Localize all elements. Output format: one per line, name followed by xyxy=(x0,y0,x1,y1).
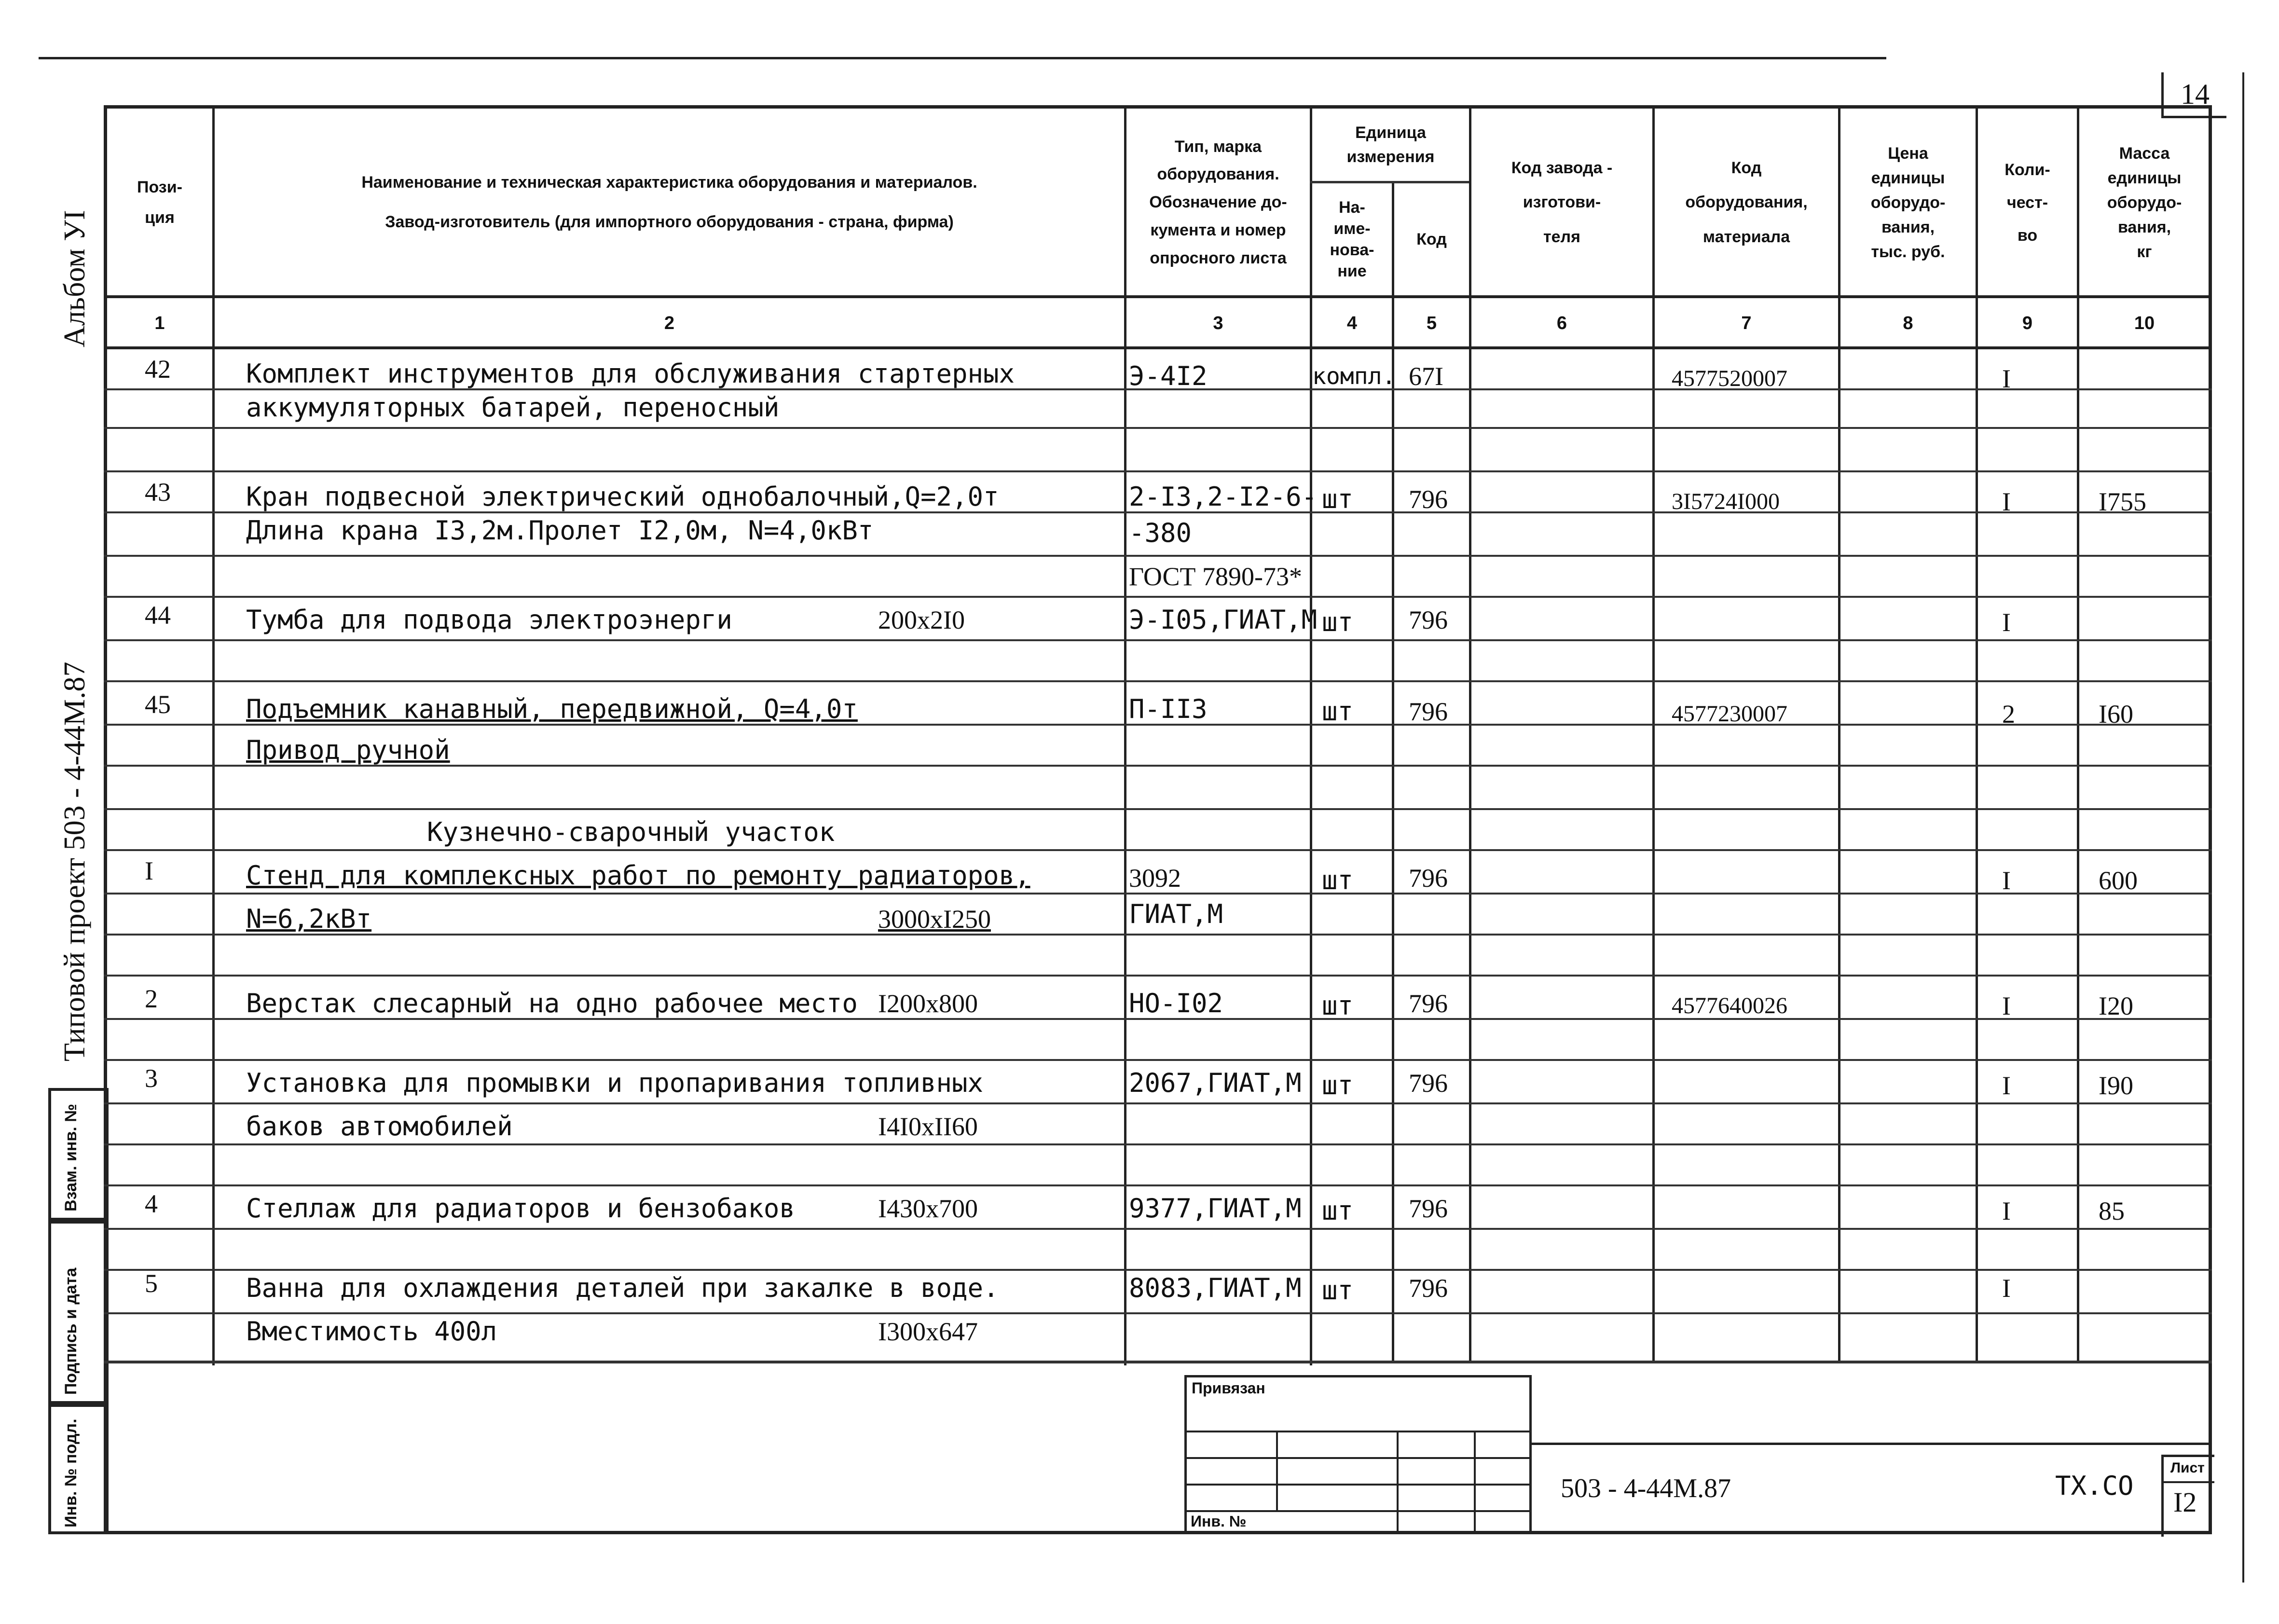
row-3-quantity: I xyxy=(2002,1071,2011,1100)
row-42-quantity: I xyxy=(2002,364,2011,393)
row-5-name-cont: Вместимость 400л xyxy=(246,1316,497,1347)
row-44-position: 44 xyxy=(145,601,171,630)
col-number: 5 xyxy=(1426,313,1437,333)
row-4-unit: шт xyxy=(1322,1196,1354,1226)
col-number: 10 xyxy=(2134,313,2155,333)
row-2-unit-code: 796 xyxy=(1409,989,1448,1018)
row-1-type-cont: ГИАТ,М xyxy=(1129,899,1223,929)
row-43-quantity: I xyxy=(2002,487,2011,516)
row-2-type: НО-I02 xyxy=(1129,988,1223,1018)
row-2-dimensions: I200х800 xyxy=(878,989,978,1018)
row-43-mass: I755 xyxy=(2099,487,2146,516)
header-unit-name: На- име- нова- ние xyxy=(1330,198,1374,281)
header-unit-code: Код xyxy=(1416,230,1447,248)
row-1-mass: 600 xyxy=(2099,866,2138,895)
col-number: 3 xyxy=(1213,313,1223,333)
row-2-position: 2 xyxy=(145,984,158,1013)
row-rule xyxy=(104,975,2212,977)
header-equipment-code: Код оборудования, материала xyxy=(1685,158,1808,246)
row-43-type: 2-I3,2-I2-6- xyxy=(1129,482,1318,512)
row-42-equipment-code: 4577520007 xyxy=(1672,366,1787,391)
row-43-equipment-code: 3I5724I000 xyxy=(1672,489,1780,514)
header-unit-group: Единица измерения xyxy=(1346,124,1435,166)
bound-label: Привязан xyxy=(1192,1379,1265,1397)
row-4-dimensions: I430х700 xyxy=(878,1194,978,1223)
row-rule xyxy=(104,555,2212,557)
document-mark: ТХ.СО xyxy=(2055,1471,2134,1501)
row-43-position: 43 xyxy=(145,478,171,507)
row-45-type: П-II3 xyxy=(1129,694,1208,724)
row-43-name-cont: Длина крана I3,2м.Пролет I2,0м, N=4,0кВт xyxy=(246,515,874,546)
row-42-type: Э-4I2 xyxy=(1129,361,1208,391)
row-5-type: 8083,ГИАТ,М xyxy=(1129,1273,1302,1303)
row-rule xyxy=(104,849,2212,851)
row-rule xyxy=(104,1143,2212,1145)
row-3-name-cont: баков автомобилей xyxy=(246,1111,513,1142)
header-name: Наименование и техническая характеристика оборудования и материалов. Завод-изготовитель (для импортного оборудования - страна, фирма) xyxy=(361,173,977,231)
row-rule xyxy=(104,934,2212,936)
stamp-original-inv: Инв. № подл. xyxy=(48,1404,109,1534)
col-number: 8 xyxy=(1903,313,1913,333)
row-rule xyxy=(104,680,2212,682)
col-number: 1 xyxy=(154,313,165,333)
row-44-name: Тумба для подвода электроэнерги xyxy=(246,605,732,635)
row-42-position: 42 xyxy=(145,355,171,384)
row-44-unit: шт xyxy=(1322,607,1354,637)
row-5-quantity: I xyxy=(2002,1274,2011,1303)
row-1-dimensions: 3000хI250 xyxy=(878,905,991,934)
inventory-label: Инв. № xyxy=(1191,1513,1247,1530)
col-number: 7 xyxy=(1741,313,1752,333)
header-position: Пози- ция xyxy=(137,178,182,227)
stamp-replacement-label: Взам. инв. № xyxy=(62,1103,80,1211)
row-42-unit-code: 67I xyxy=(1409,362,1443,391)
col-number: 4 xyxy=(1346,313,1358,333)
row-2-equipment-code: 4577640026 xyxy=(1672,993,1787,1018)
row-43-name: Кран подвесной электрический однобалочный,Q=2,0т xyxy=(246,482,999,512)
corner-sheet-number: 14 xyxy=(2161,72,2226,118)
row-1-position: I xyxy=(145,856,153,885)
row-4-type: 9377,ГИАТ,М xyxy=(1129,1193,1302,1224)
top-rule xyxy=(39,57,1886,59)
row-4-quantity: I xyxy=(2002,1197,2011,1225)
row-42-unit: компл. xyxy=(1312,363,1396,390)
row-45-mass: I60 xyxy=(2099,700,2133,729)
row-5-position: 5 xyxy=(145,1269,158,1298)
row-rule xyxy=(104,639,2212,641)
row-3-position: 3 xyxy=(145,1064,158,1093)
row-44-quantity: I xyxy=(2002,608,2011,637)
stamp-signature-label: Подпись и дата xyxy=(62,1267,80,1395)
row-3-name: Установка для промывки и пропаривания топливных xyxy=(246,1068,984,1098)
row-1-unit-code: 796 xyxy=(1409,864,1448,893)
row-5-unit: шт xyxy=(1322,1275,1354,1306)
row-45-unit-code: 796 xyxy=(1409,697,1448,726)
row-44-unit-code: 796 xyxy=(1409,606,1448,634)
row-4-unit-code: 796 xyxy=(1409,1194,1448,1223)
row-rule xyxy=(104,1269,2212,1271)
row-2-mass: I20 xyxy=(2099,991,2133,1020)
row-3-unit: шт xyxy=(1322,1070,1354,1101)
stamp-signature xyxy=(48,1221,109,1404)
row-45-quantity: 2 xyxy=(2002,700,2015,729)
row-rule xyxy=(104,1059,2212,1061)
header-mass: Масса единицы оборудо- вания, кг xyxy=(2107,144,2182,261)
right-edge-rule xyxy=(2242,72,2244,1583)
row-rule xyxy=(104,1184,2212,1186)
row-2-quantity: I xyxy=(2002,991,2011,1020)
row-43-unit: шт xyxy=(1322,484,1354,514)
row-rule xyxy=(104,596,2212,598)
row-4-mass: 85 xyxy=(2099,1197,2125,1225)
row-4-position: 4 xyxy=(145,1189,158,1218)
header-quantity: Коли- чест- во xyxy=(2004,161,2050,245)
row-45-equipment-code: 4577230007 xyxy=(1672,701,1787,727)
row-45-name: Подъемник канавный, передвижной, Q=4,0т xyxy=(246,694,858,724)
header-price: Цена единицы оборудо- вания, тыс. руб. xyxy=(1870,144,1946,261)
col-number: 6 xyxy=(1556,313,1567,333)
col-number: 2 xyxy=(664,313,675,333)
row-rule xyxy=(104,427,2212,429)
row-5-name: Ванна для охлаждения деталей при закалке в воде. xyxy=(246,1273,999,1303)
row-4-name: Стеллаж для радиаторов и бензобаков xyxy=(246,1193,795,1224)
row-rule xyxy=(104,1312,2212,1314)
row-44-type: Э-I05,ГИАТ,М xyxy=(1129,605,1318,635)
sheet-label: Лист xyxy=(2170,1460,2205,1476)
row-1-quantity: I xyxy=(2002,866,2011,895)
sheet-number: I2 xyxy=(2173,1486,2197,1518)
row-1-unit: шт xyxy=(1322,865,1354,895)
row-3-unit-code: 796 xyxy=(1409,1069,1448,1098)
row-43-standard: ГОСТ 7890-73* xyxy=(1129,562,1303,591)
stamp-replacement xyxy=(48,1088,109,1221)
row-45-unit: шт xyxy=(1322,696,1354,727)
row-2-name: Верстак слесарный на одно рабочее место xyxy=(246,988,858,1018)
row-45-name-cont: Привод ручной xyxy=(246,735,450,765)
row-44-dimensions: 200х2I0 xyxy=(878,606,965,634)
row-rule xyxy=(104,1102,2212,1104)
row-43-unit-code: 796 xyxy=(1409,485,1448,514)
header-type: Тип, марка оборудования. Обозначение до- кумента и номер опросного листа xyxy=(1149,137,1287,267)
row-rule xyxy=(104,1228,2212,1230)
title-rule xyxy=(1532,1443,2212,1445)
row-1-type: 3092 xyxy=(1129,864,1181,893)
row-45-position: 45 xyxy=(145,690,171,719)
row-43-type-cont: -380 xyxy=(1129,518,1192,548)
row-3-mass: I90 xyxy=(2099,1071,2133,1100)
col-number: 9 xyxy=(2022,313,2033,333)
row-42-name: Комплект инструментов для обслуживания стартерных xyxy=(246,358,1015,389)
document-code: 503 - 4-44М.87 xyxy=(1561,1473,1731,1503)
header-plant-code: Код завода - изготови- теля xyxy=(1511,158,1613,246)
row-5-dimensions: I300х647 xyxy=(878,1317,978,1346)
section-title: Кузнечно-сварочный участок xyxy=(427,817,835,847)
title-block-grid xyxy=(1184,1375,1532,1534)
project-label: Типовой проект 503 - 4-44М.87 xyxy=(58,661,91,1061)
table-bottom-rule xyxy=(104,1361,2212,1363)
row-3-dimensions: I4I0хII60 xyxy=(878,1112,978,1141)
row-1-name: Стенд для комплексных работ по ремонту радиаторов, xyxy=(246,860,1030,891)
album-label: Альбом УI xyxy=(58,210,91,347)
row-rule xyxy=(104,808,2212,810)
row-42-name-cont: аккумуляторных батарей, переносный xyxy=(246,392,780,423)
row-rule xyxy=(104,470,2212,472)
row-1-name-cont: N=6,2кВт xyxy=(246,904,372,934)
row-5-unit-code: 796 xyxy=(1409,1274,1448,1303)
sheet-number-box xyxy=(2161,1455,2214,1537)
row-2-unit: шт xyxy=(1322,991,1354,1021)
row-3-type: 2067,ГИАТ,М xyxy=(1129,1068,1302,1098)
